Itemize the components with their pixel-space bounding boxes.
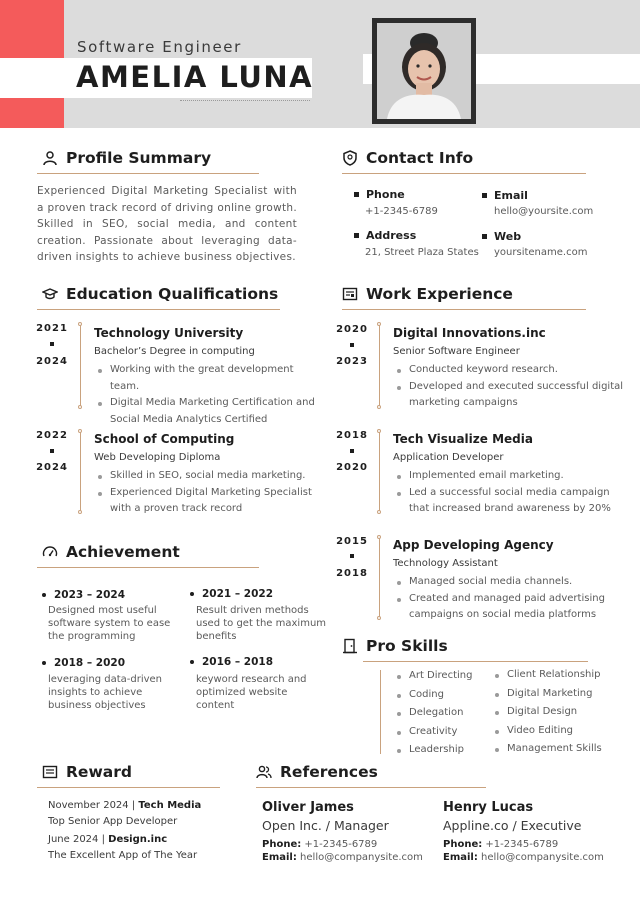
timeline-dot <box>350 554 354 558</box>
timeline-line <box>379 325 380 407</box>
skills-column-1 <box>395 670 472 763</box>
bullet-item: Managed social media channels. <box>395 574 625 591</box>
reward-heading <box>42 763 132 781</box>
achievement-year: 2016 – 2018 <box>190 656 273 668</box>
job-role: Application Developer <box>393 452 504 463</box>
education-heading <box>42 285 278 303</box>
timeline-year-start: 2018 <box>336 430 368 441</box>
company-name: App Developing Agency <box>393 538 554 552</box>
profile-summary-title: Profile Summary <box>66 149 212 167</box>
list-icon <box>42 764 58 780</box>
reference-phone: Phone: +1-2345-6789 <box>262 839 378 850</box>
reference-email: Email: hello@companysite.com <box>262 852 423 863</box>
reference-email: Email: hello@companysite.com <box>443 852 604 863</box>
bullet-item: Digital Media Marketing Certification and Social Media Analytics Certified <box>96 395 322 428</box>
skill-item: Video Editing <box>493 725 602 744</box>
skill-item: Creativity <box>395 726 472 745</box>
email-value: hello@yoursite.com <box>494 206 594 217</box>
contact-info-title: Contact Info <box>366 149 474 167</box>
door-icon <box>342 638 358 654</box>
reference-name: Henry Lucas <box>443 800 534 815</box>
portrait-image <box>377 23 471 119</box>
contact-rule <box>342 173 586 174</box>
references-heading <box>256 763 378 781</box>
achievement-text: Designed most useful software system to ease the programming <box>48 605 171 643</box>
bullet-item: Conducted keyword research. <box>395 362 625 379</box>
timeline-node <box>377 535 381 539</box>
timeline-node <box>78 405 82 409</box>
reward-description: The Excellent App of The Year <box>48 850 198 861</box>
skill-item: Management Skills <box>493 743 602 762</box>
work-experience-heading <box>342 285 513 303</box>
institution-name: Technology University <box>94 326 244 340</box>
company-name: Digital Innovations.inc <box>393 326 546 340</box>
achievement-heading <box>42 543 180 561</box>
bullet-item: Experienced Digital Marketing Specialist with a proven track record <box>96 485 322 518</box>
user-icon <box>42 150 58 166</box>
timeline-year-start: 2021 <box>36 323 68 334</box>
address-value: 21, Street Plaza States <box>365 247 479 258</box>
pro-skills-heading <box>342 637 448 655</box>
timeline-line <box>80 432 81 512</box>
phone-value: +1-2345-6789 <box>365 206 438 217</box>
bullet-item: Skilled in SEO, social media marketing. <box>96 468 322 485</box>
education-title: Education Qualifications <box>66 285 279 303</box>
achievement-year: 2023 – 2024 <box>42 589 125 601</box>
timeline-year-end: 2020 <box>336 462 368 473</box>
work-bullets <box>395 574 625 624</box>
degree: Bachelor’s Degree in computing <box>94 346 255 357</box>
references-title: References <box>280 763 378 781</box>
timeline-year-start: 2015 <box>336 536 368 547</box>
company-name: Tech Visualize Media <box>393 432 533 446</box>
timeline-node <box>377 616 381 620</box>
timeline-dot <box>50 342 54 346</box>
skill-item: Client Relationship <box>493 669 602 688</box>
reference-phone: Phone: +1-2345-6789 <box>443 839 559 850</box>
skills-column-2 <box>493 669 602 762</box>
reward-description: Top Senior App Developer <box>48 816 178 827</box>
skills-line <box>380 670 381 754</box>
bullet-item: Implemented email marketing. <box>395 468 625 485</box>
work-experience-title: Work Experience <box>366 285 513 303</box>
timeline-node <box>78 510 82 514</box>
timeline-year-start: 2020 <box>336 324 368 335</box>
skill-item: Digital Marketing <box>493 688 602 707</box>
degree: Web Developing Diploma <box>94 452 221 463</box>
achievement-text: Result driven methods used to get the maximum benefits <box>196 605 327 643</box>
address-label: Address <box>354 229 416 242</box>
skills-rule <box>363 661 588 662</box>
timeline-node <box>377 322 381 326</box>
graduation-cap-icon <box>42 286 58 302</box>
skill-item: Leadership <box>395 744 472 763</box>
work-rule <box>342 309 586 310</box>
web-value: yoursitename.com <box>494 247 588 258</box>
achievement-text: leveraging data-driven insights to achieve business objectives <box>48 674 163 712</box>
education-bullets <box>96 362 322 428</box>
reference-role: Open Inc. / Manager <box>262 818 389 833</box>
bullet-item: Led a successful social media campaign that increased brand awareness by 20% <box>395 485 625 518</box>
skill-item: Coding <box>395 689 472 708</box>
references-rule <box>256 787 486 788</box>
profile-rule <box>37 173 259 174</box>
job-role: Technology Assistant <box>393 558 498 569</box>
newspaper-icon <box>342 286 358 302</box>
pro-skills-title: Pro Skills <box>366 637 448 655</box>
person-name: AMELIA LUNA <box>76 60 314 94</box>
timeline-year-end: 2023 <box>336 356 368 367</box>
divider <box>180 100 310 101</box>
shield-icon <box>342 150 358 166</box>
gauge-icon <box>42 544 58 560</box>
reference-name: Oliver James <box>262 800 354 815</box>
education-bullets <box>96 468 322 518</box>
achievement-year: 2018 – 2020 <box>42 657 125 669</box>
reward-date-line: November 2024 | Tech Media <box>48 800 202 811</box>
timeline-node <box>78 429 82 433</box>
profile-photo <box>372 18 476 124</box>
bullet-item: Working with the great development team. <box>96 362 322 395</box>
reward-rule <box>37 787 220 788</box>
achievement-year: 2021 – 2022 <box>190 588 273 600</box>
reference-role: Appline.co / Executive <box>443 818 582 833</box>
achievement-rule <box>37 567 259 568</box>
education-rule <box>37 309 280 310</box>
email-label: Email <box>482 189 528 202</box>
timeline-node <box>377 510 381 514</box>
profile-summary-heading <box>42 149 211 167</box>
skill-item: Art Directing <box>395 670 472 689</box>
phone-label: Phone <box>354 188 405 201</box>
timeline-year-end: 2024 <box>36 462 68 473</box>
achievement-text: keyword research and optimized website content <box>196 674 307 712</box>
timeline-year-start: 2022 <box>36 430 68 441</box>
reward-date-line: June 2024 | Design.inc <box>48 834 168 845</box>
reward-title: Reward <box>66 763 132 781</box>
skill-item: Delegation <box>395 707 472 726</box>
timeline-line <box>379 432 380 512</box>
timeline-year-end: 2024 <box>36 356 68 367</box>
contact-info-heading <box>342 149 473 167</box>
timeline-dot <box>350 343 354 347</box>
timeline-node <box>78 322 82 326</box>
timeline-year-end: 2018 <box>336 568 368 579</box>
timeline-dot <box>50 449 54 453</box>
timeline-line <box>379 538 380 618</box>
work-bullets <box>395 468 625 518</box>
timeline-node <box>377 405 381 409</box>
job-title: Software Engineer <box>77 38 242 56</box>
bullet-item: Developed and executed successful digital marketing campaigns <box>395 379 625 412</box>
institution-name: School of Computing <box>94 432 235 446</box>
web-label: Web <box>482 230 521 243</box>
bullet-item: Created and managed paid advertising campaigns on social media platforms <box>395 591 625 624</box>
timeline-line <box>80 325 81 407</box>
work-bullets <box>395 362 625 412</box>
achievement-title: Achievement <box>66 543 180 561</box>
timeline-dot <box>350 449 354 453</box>
profile-summary-text: Experienced Digital Marketing Specialist with a proven track record of driving online growth. Skilled in SEO, social media, and content creation. Passionate about leveraging data-driven insights to achieve business objectives. <box>37 185 297 263</box>
users-icon <box>256 764 272 780</box>
timeline-node <box>377 429 381 433</box>
job-role: Senior Software Engineer <box>393 346 520 357</box>
skill-item: Digital Design <box>493 706 602 725</box>
